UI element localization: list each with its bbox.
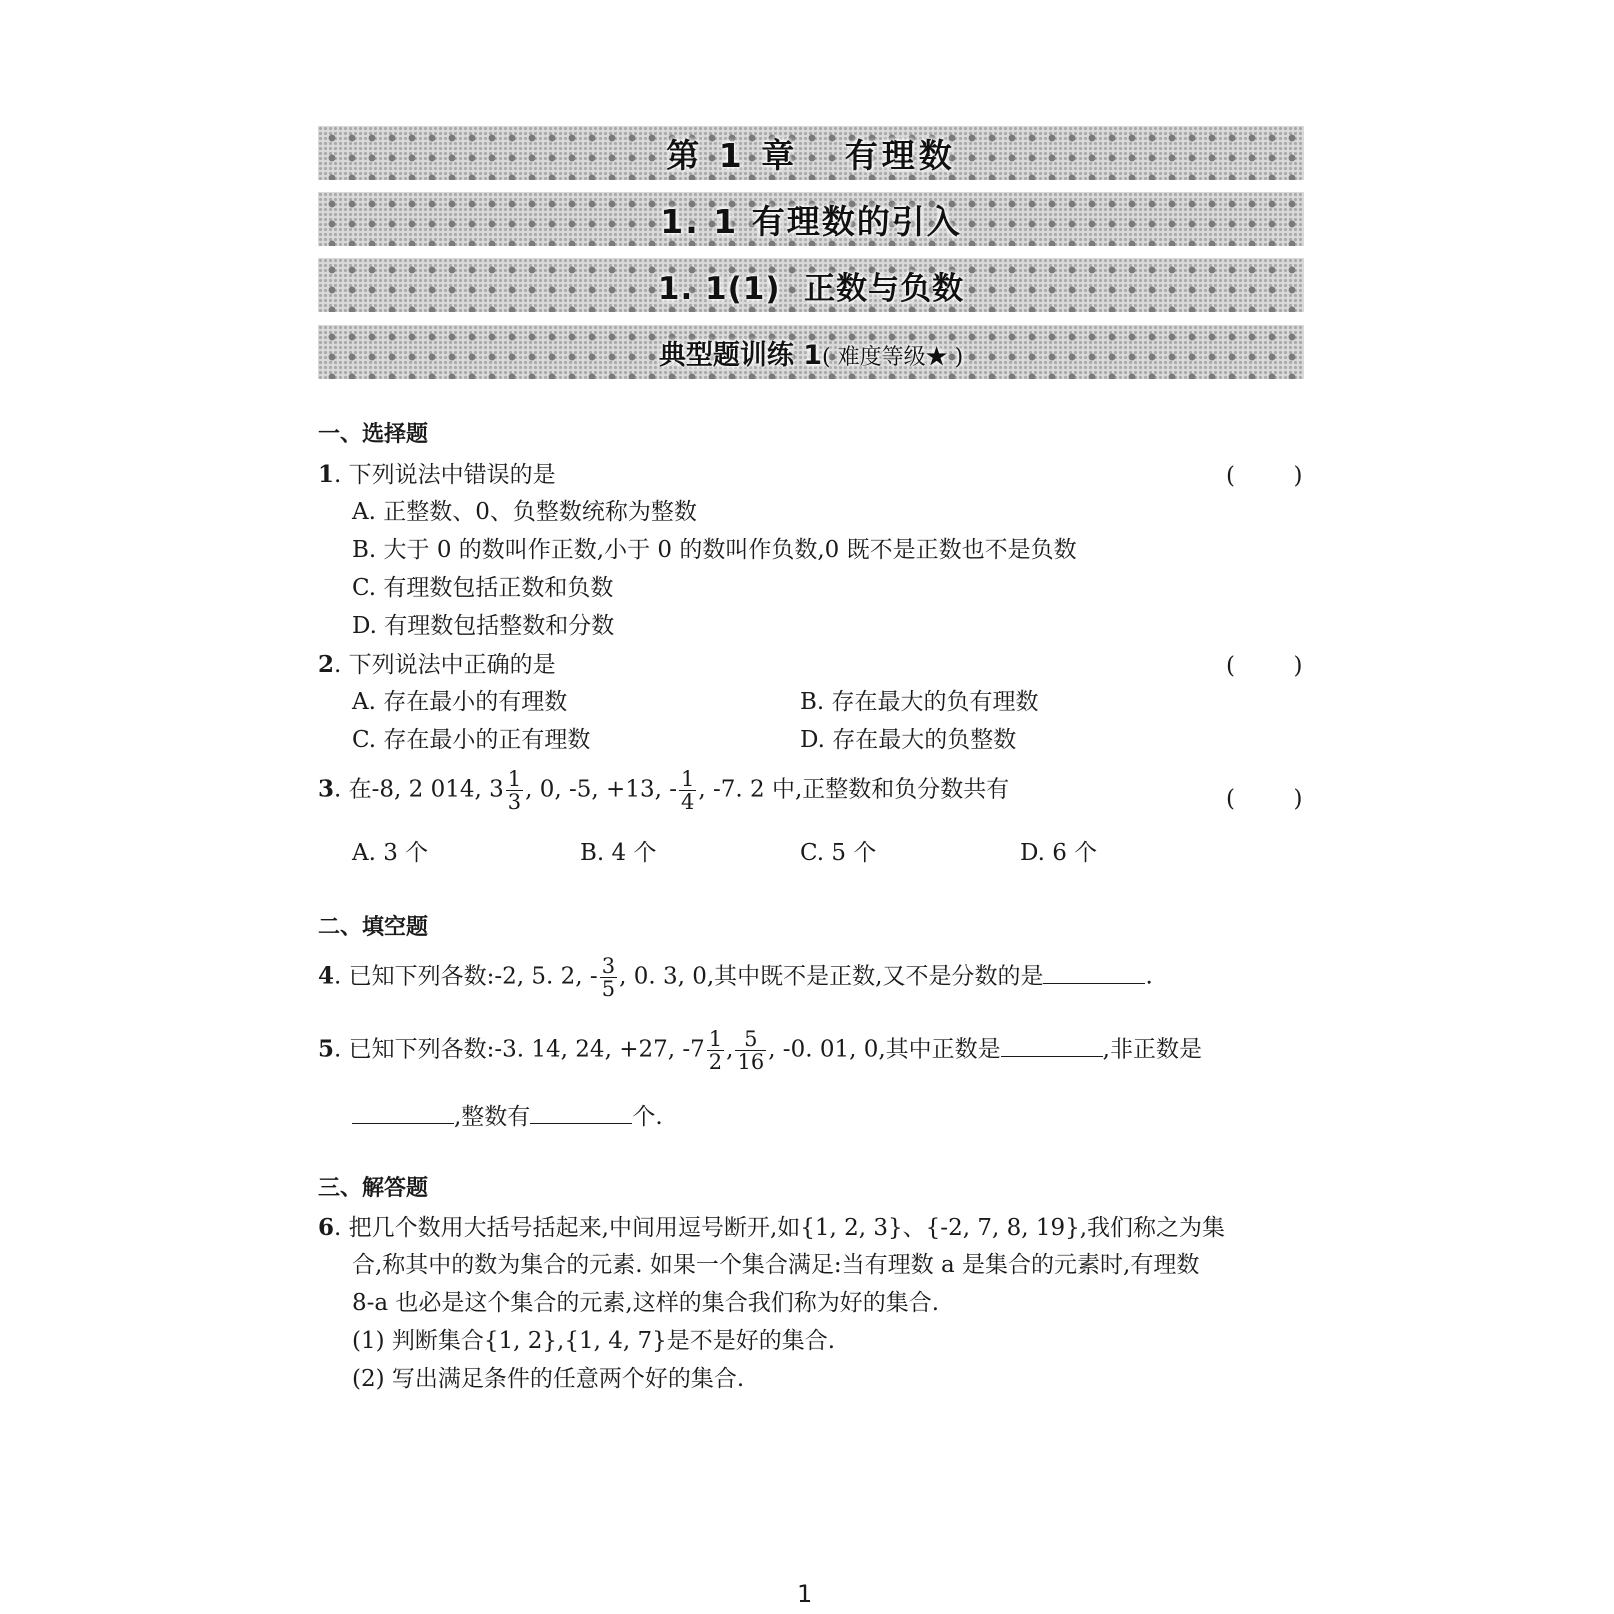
answer-blank-nonpositive[interactable] bbox=[352, 1103, 454, 1124]
question-number: 6 bbox=[318, 1214, 335, 1241]
q3-option-d: D. 6 个 bbox=[1020, 840, 1098, 866]
question-text: . 下列说法中正确的是 bbox=[334, 652, 556, 678]
fraction-three-fifths bbox=[600, 955, 617, 1000]
q1-option-c: C. 有理数包括正数和负数 bbox=[352, 575, 614, 601]
question-end: . bbox=[1145, 963, 1153, 990]
question-text-b: , -0. 01, 0,其中正数是 bbox=[768, 1036, 1001, 1063]
answer-parentheses: ( ) bbox=[1226, 786, 1303, 812]
numerator: 3 bbox=[601, 954, 616, 978]
question-text-a: . 在-8, 2 014, 3 bbox=[334, 776, 504, 803]
difficulty-note: ( 难度等级★ ) bbox=[822, 344, 964, 370]
question-number: 3 bbox=[318, 775, 335, 803]
denominator: 16 bbox=[737, 1050, 765, 1075]
denominator: 5 bbox=[601, 977, 616, 1002]
numerator: 1 bbox=[680, 767, 695, 791]
fraction-five-sixteenths bbox=[735, 1028, 766, 1073]
question-6-line2: 合,称其中的数为集合的元素. 如果一个集合满足:当有理数 a 是集合的元素时,有理数 bbox=[352, 1252, 1200, 1278]
section-banner bbox=[318, 192, 1304, 246]
question-text-e: 个. bbox=[632, 1104, 663, 1130]
section-answer-heading: 三、解答题 bbox=[318, 1176, 429, 1201]
q3-option-c: C. 5 个 bbox=[800, 840, 877, 866]
question-3-stem bbox=[318, 768, 1009, 813]
numerator: 5 bbox=[735, 1028, 766, 1051]
q2-option-c: C. 存在最小的正有理数 bbox=[352, 727, 591, 753]
section-fill-heading: 二、填空题 bbox=[318, 915, 429, 940]
q2-option-b: B. 存在最大的负有理数 bbox=[800, 689, 1039, 715]
fraction-one-quarter bbox=[679, 768, 696, 813]
question-2-stem bbox=[318, 653, 556, 677]
question-6-line3: 8-a 也必是这个集合的元素,这样的集合我们称为好的集合. bbox=[352, 1290, 940, 1316]
question-6-sub1: (1) 判断集合{1, 2},{1, 4, 7}是不是好的集合. bbox=[352, 1328, 836, 1354]
section-title: 1. 1 有理数的引入 bbox=[660, 201, 962, 241]
question-number: 4 bbox=[318, 962, 335, 990]
training-title bbox=[659, 333, 963, 372]
chapter-title: 第 1 章 有理数 bbox=[666, 135, 956, 175]
section-choice-heading: 一、选择题 bbox=[318, 422, 429, 447]
fraction-one-half bbox=[707, 1028, 724, 1073]
q3-option-a: A. 3 个 bbox=[352, 840, 429, 866]
question-text-b: , 0, -5, +13, - bbox=[525, 776, 677, 803]
answer-blank-integer-count[interactable] bbox=[530, 1103, 632, 1124]
q1-option-d: D. 有理数包括整数和分数 bbox=[352, 613, 615, 639]
numerator: 1 bbox=[708, 1027, 723, 1051]
question-6-line1 bbox=[318, 1216, 1225, 1240]
denominator: 4 bbox=[680, 790, 695, 815]
answer-parentheses: ( ) bbox=[1226, 653, 1303, 679]
q3-option-b: B. 4 个 bbox=[580, 840, 657, 866]
answer-parentheses: ( ) bbox=[1226, 463, 1303, 489]
subsection-title: 1. 1(1) 正数与负数 bbox=[657, 270, 965, 307]
question-text-c: , -7. 2 中,正整数和负分数共有 bbox=[698, 776, 1010, 803]
question-number: 1 bbox=[318, 461, 335, 488]
chapter-banner bbox=[318, 126, 1304, 180]
page-number: 1 bbox=[797, 1580, 813, 1608]
question-5-stem bbox=[318, 1028, 1202, 1073]
question-text-d: ,整数有 bbox=[454, 1104, 531, 1130]
q1-option-b: B. 大于 0 的数叫作正数,小于 0 的数叫作负数,0 既不是正数也不是负数 bbox=[352, 537, 1077, 563]
question-text-b: , 0. 3, 0,其中既不是正数,又不是分数的是 bbox=[619, 963, 1044, 990]
answer-blank-positive[interactable] bbox=[1001, 1036, 1103, 1057]
question-text-a: . 已知下列各数:-2, 5. 2, - bbox=[334, 963, 598, 990]
question-6-sub2: (2) 写出满足条件的任意两个好的集合. bbox=[352, 1366, 745, 1392]
question-text: . 把几个数用大括号括起来,中间用逗号断开,如{1, 2, 3}、{-2, 7, 8, 19},我们称之为集 bbox=[334, 1215, 1226, 1241]
denominator: 2 bbox=[708, 1050, 723, 1075]
subsection-banner bbox=[318, 258, 1304, 312]
fraction-one-third bbox=[506, 768, 523, 813]
question-number: 2 bbox=[318, 651, 335, 678]
question-4-stem bbox=[318, 955, 1153, 1000]
numerator: 1 bbox=[507, 767, 522, 791]
denominator: 3 bbox=[507, 790, 522, 815]
question-text-c: ,非正数是 bbox=[1102, 1036, 1202, 1063]
answer-blank[interactable] bbox=[1043, 963, 1145, 984]
q2-option-a: A. 存在最小的有理数 bbox=[352, 689, 568, 715]
question-1-stem bbox=[318, 463, 556, 487]
q1-option-a: A. 正整数、0、负整数统称为整数 bbox=[352, 499, 697, 525]
training-label: 典型题训练 1 bbox=[658, 339, 823, 371]
question-number: 5 bbox=[318, 1035, 335, 1063]
q2-option-d: D. 存在最大的负整数 bbox=[800, 727, 1017, 753]
question-5-line2 bbox=[352, 1103, 663, 1129]
question-text-a: . 已知下列各数:-3. 14, 24, +27, -7 bbox=[334, 1036, 705, 1063]
question-text: . 下列说法中错误的是 bbox=[334, 462, 556, 488]
separator: , bbox=[726, 1036, 734, 1063]
training-banner bbox=[318, 325, 1304, 379]
